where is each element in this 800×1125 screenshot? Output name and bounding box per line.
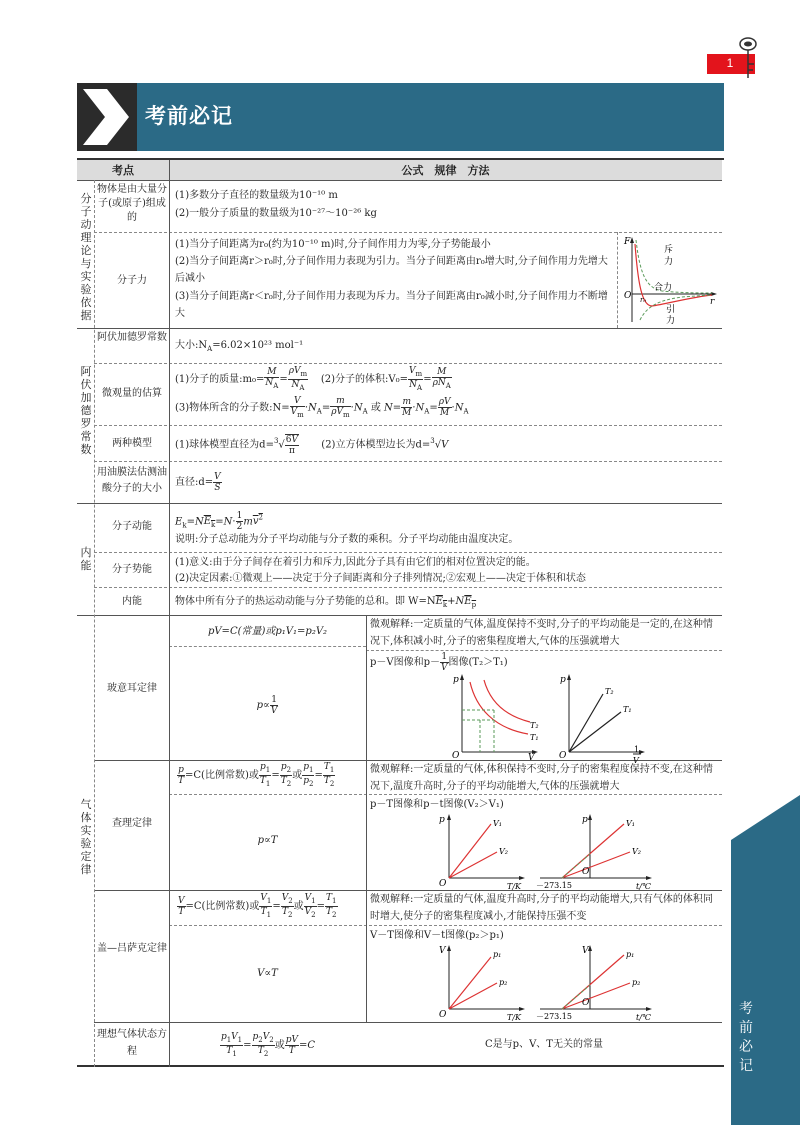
- svg-text:V: V: [528, 753, 535, 760]
- row-label-two-models: 两种模型: [112, 438, 152, 449]
- svg-text:t/℃: t/℃: [636, 882, 651, 890]
- row4-line2: (3)物体所含的分子数:N= $\frac{V}{V_m}$ $\cdot N_A=$ m $\rho V_m$ $\cdot N_A$ 或 N= $\frac{m}{M}$ $\cdot N_A=$ $\frac{\rho V}{M}$ $\cdot N_A$: [175, 396, 469, 419]
- boyle-explanation: 微观解释:一定质量的气体,温度保持不变时,分子的平均动能是一定的,在这种情况下,体积减小时,分子的密集程度增大,气体的压强就增大: [370, 619, 713, 647]
- svg-text:－273.15: －273.15: [536, 881, 572, 890]
- chevron-right-icon: [77, 83, 137, 151]
- formula-table: [77, 158, 724, 1067]
- boyle-graph-caption: p－V图像和p－ $\frac{1}{V}$ 图像(T₂＞T₁): [370, 652, 508, 673]
- oil-film-label: 直径:d=: [175, 477, 214, 488]
- graph-attract-label-2: 力: [666, 316, 676, 326]
- charles-proportion: p∝T: [257, 835, 278, 846]
- svg-text:T/K: T/K: [507, 1013, 522, 1021]
- molecular-force-graph: [622, 234, 718, 326]
- row1-line2: (2)一般分子质量的数量级为10⁻²⁷～10⁻²⁶ kg: [175, 208, 377, 219]
- row3-text: 大小$:N_A=6.02\times 10^{23}$ mol⁻¹: [175, 340, 304, 353]
- section-kinetic-theory: 分子动理论与实验依据: [80, 192, 92, 322]
- row-label-gay-lussac: 盖—吕萨克定律: [97, 943, 167, 954]
- sphere-model-label: (1)球体模型直径为d=: [175, 439, 274, 451]
- graph-repel-label: 斥: [664, 245, 674, 255]
- avogadro-prefix: 大小:N: [175, 340, 208, 351]
- svg-text:p: p: [453, 675, 459, 685]
- row-label-oil-film: 用油膜法估测油酸分子的大小: [97, 467, 167, 494]
- section-avogadro: 阿伏加德罗常数: [80, 365, 92, 456]
- charles-pt-graph: [435, 812, 527, 890]
- svg-text:O: O: [452, 751, 460, 760]
- row2-line3: (3)当分子间距离r＜r₀时,分子间作用力表现为斥力。当分子间距离由r₀减小时,分子间作用力不断增大: [175, 291, 608, 319]
- charles-explanation: 微观解释:一定质量的气体,体积保持不变时,分子的密集程度保持不变,在这种情况下,温度升高时,分子的平均动能增大,气体的压强就增大: [370, 764, 713, 792]
- row8-line2: (2)决定因素:①微观上——决定于分子间距离和分子排列情况;②宏观上——决定于体积和状态: [175, 573, 586, 584]
- svg-text:O: O: [439, 1010, 447, 1020]
- svg-text:p₁: p₁: [626, 950, 635, 959]
- gay-lussac-formula-tail: =C(比例常数)或: [185, 900, 260, 912]
- row7-line2: 说明:分子总动能为分子平均动能与分子数的乘积。分子平均动能由温度决定。: [175, 534, 519, 545]
- ek-symbol: E: [175, 516, 183, 528]
- row-label-avogadro: 阿伏加德罗常数: [97, 332, 167, 343]
- svg-text:1: 1: [634, 745, 640, 754]
- boyle-pv-graph: [450, 672, 540, 760]
- svg-text:p₂: p₂: [499, 978, 508, 987]
- gay-lussac-formula: $\frac{V}{T}$ =C(比例常数)或 $\frac{V_1}{T_1}$ = $\frac{V_2}{T_2}$ 或 $\frac{V_1}{V_2}$ = $\frac{T_1}{T_2}$: [178, 893, 337, 919]
- avogadro-value: =6.02×10²³ mol⁻¹: [212, 340, 304, 351]
- boyle-graph-caption-b: 图像(T₂＞T₁): [448, 657, 508, 668]
- svg-text:p₁: p₁: [493, 950, 502, 959]
- row4-line1: (1)分子的质量:m₀= $\frac{M}{N_A}$ = $\rho V_m$ $N_A$ (2)分子的体积:V₀= $\frac{V_m}{N_A}$ = M $\rho N_A$: [175, 366, 451, 392]
- row-label-potential-energy: 分子势能: [112, 564, 152, 575]
- row2-line2: (2)当分子间距离r＞r₀时,分子间作用力表现为引力。当分子间距离由r₀增大时,分子间作用力先增大后减小: [175, 256, 608, 284]
- graph-f-label: F: [624, 237, 631, 247]
- molecule-volume-label: (2)分子的体积:V₀=: [320, 373, 409, 385]
- svg-text:V₁: V₁: [493, 819, 502, 828]
- gay-lussac-proportion: V∝T: [257, 968, 278, 979]
- row-label-molecules: 物体是由大量分子(或原子)组成的: [97, 184, 167, 223]
- internal-energy-def: 物体中所有分子的热运动动能与分子势能的总和。即 W=N: [175, 596, 436, 607]
- svg-text:V₂: V₂: [632, 847, 641, 856]
- graph-o-label: O: [624, 291, 632, 301]
- row-label-ideal-gas: 理想气体状态方程: [97, 1029, 167, 1057]
- svg-text:T₂: T₂: [530, 721, 539, 730]
- molecule-count-label: (3)物体所含的分子数:N=: [175, 402, 290, 414]
- row-label-micro-estimate: 微观量的估算: [102, 388, 162, 399]
- row-label-kinetic-energy: 分子动能: [112, 521, 152, 532]
- svg-text:O: O: [559, 751, 567, 761]
- svg-text:T₁: T₁: [530, 733, 539, 742]
- graph-repel-label-2: 力: [664, 257, 674, 267]
- svg-text:p₂: p₂: [632, 978, 641, 987]
- section-gas-laws: 气体实验定律: [80, 798, 92, 876]
- gay-lussac-explanation: 微观解释:一定质量的气体,温度升高时,分子的平均动能增大,只有气体的体积同时增大,使分子的密集程度减小,才能保持压强不变: [370, 894, 713, 922]
- page-number: 1: [726, 56, 734, 70]
- svg-text:－273.15: －273.15: [536, 1012, 572, 1021]
- section-internal-energy: 内能: [80, 546, 92, 572]
- boyle-prop-text: p∝: [256, 700, 270, 711]
- graph-attract-label: 引: [666, 305, 676, 315]
- ideal-gas-note: C是与p、V、T无关的常量: [485, 1039, 603, 1050]
- row-label-molecular-force: 分子力: [117, 275, 147, 286]
- boyle-proportion: p∝ $\frac{1}{V}$: [256, 695, 278, 716]
- svg-text:V: V: [582, 946, 589, 956]
- row2-line1: (1)当分子间距离为r₀(约为10⁻¹⁰ m)时,分子间作用力为零,分子势能最小: [175, 239, 491, 250]
- row-label-boyle: 玻意耳定律: [107, 683, 157, 694]
- charles-ptc-graph: [532, 812, 656, 890]
- cube-model-label: (2)立方体模型边长为d=: [321, 439, 431, 451]
- molecule-mass-label: (1)分子的质量:m₀=: [175, 373, 265, 385]
- ideal-gas-formula: $\frac{p_1V_1}{T_1}$ = $\frac{p_2V_2}{T_2}$ 或 $\frac{pV}{T}$ =C: [220, 1032, 316, 1058]
- row9-text: 物体中所有分子的热运动动能与分子势能的总和。即 $W=NE_k+NE_p$: [175, 596, 477, 609]
- row-label-charles: 查理定律: [112, 818, 152, 829]
- row5-text: (1)球体模型直径为d=$^3$√ $\frac{6V}{\pi}$ (2)立方体模型边长为d=$^3$√V: [175, 434, 449, 456]
- svg-text:p: p: [582, 815, 588, 825]
- svg-text:p: p: [560, 675, 566, 685]
- boyle-graph-caption-a: p－V图像和p－: [370, 657, 441, 668]
- svg-text:V: V: [439, 946, 446, 956]
- graph-r-label: r: [710, 297, 715, 307]
- svg-text:V₂: V₂: [499, 847, 508, 856]
- charles-formula: $\frac{p}{T}$ =C(比例常数)或 $\frac{p_1}{T_1}$ = $\frac{p_2}{T_2}$ 或 $\frac{p_1}{p_2}$ = $\frac{T_1}{T_2}$: [178, 762, 335, 788]
- charles-formula-tail: =C(比例常数)或: [185, 769, 259, 781]
- row6-text: 直径:d= $\frac{V}{S}$: [175, 472, 221, 493]
- charles-graph-caption: p－T图像和p－t图像(V₂＞V₁): [370, 799, 504, 810]
- boyle-inverse-graph: [557, 672, 647, 764]
- row8-line1: (1)意义:由于分子间存在着引力和斥力,因此分子具有由它们的相对位置决定的能。: [175, 557, 536, 568]
- header-formula: 公式 规律 方法: [401, 164, 490, 177]
- svg-text:V₁: V₁: [626, 819, 635, 828]
- row-label-internal-energy: 内能: [122, 596, 142, 607]
- key-icon: [736, 34, 762, 84]
- row1-line1: (1)多数分子直径的数量级为10⁻¹⁰ m: [175, 190, 338, 201]
- side-tab-label: 考前必记: [739, 1001, 753, 1074]
- gay-lussac-graph-caption: V－T图像和V－t图像(p₂＞p₁): [370, 930, 504, 941]
- svg-text:O: O: [439, 879, 447, 889]
- banner-title: 考前必记: [145, 104, 233, 128]
- svg-text:t/℃: t/℃: [636, 1013, 651, 1021]
- gay-lussac-vtc-graph: [532, 943, 656, 1021]
- graph-r0-label: r₀: [640, 296, 647, 304]
- svg-text:O: O: [582, 998, 590, 1008]
- header-topic: 考点: [112, 164, 134, 177]
- boyle-formula: pV=C(常量)或p₁V₁=p₂V₂: [207, 626, 328, 637]
- svg-text:T₁: T₁: [623, 705, 632, 714]
- svg-text:p: p: [439, 815, 445, 825]
- gay-lussac-vt-graph: [435, 943, 527, 1021]
- svg-text:T₂: T₂: [605, 687, 614, 696]
- svg-text:O: O: [582, 867, 590, 877]
- row7-line1: $E_k=NE_k=N\cdot$ $\frac{1}{2}$ $mv^2$: [175, 511, 263, 533]
- svg-text:V: V: [633, 756, 639, 764]
- graph-net-label: 合力: [654, 283, 673, 293]
- svg-text:T/K: T/K: [507, 882, 522, 890]
